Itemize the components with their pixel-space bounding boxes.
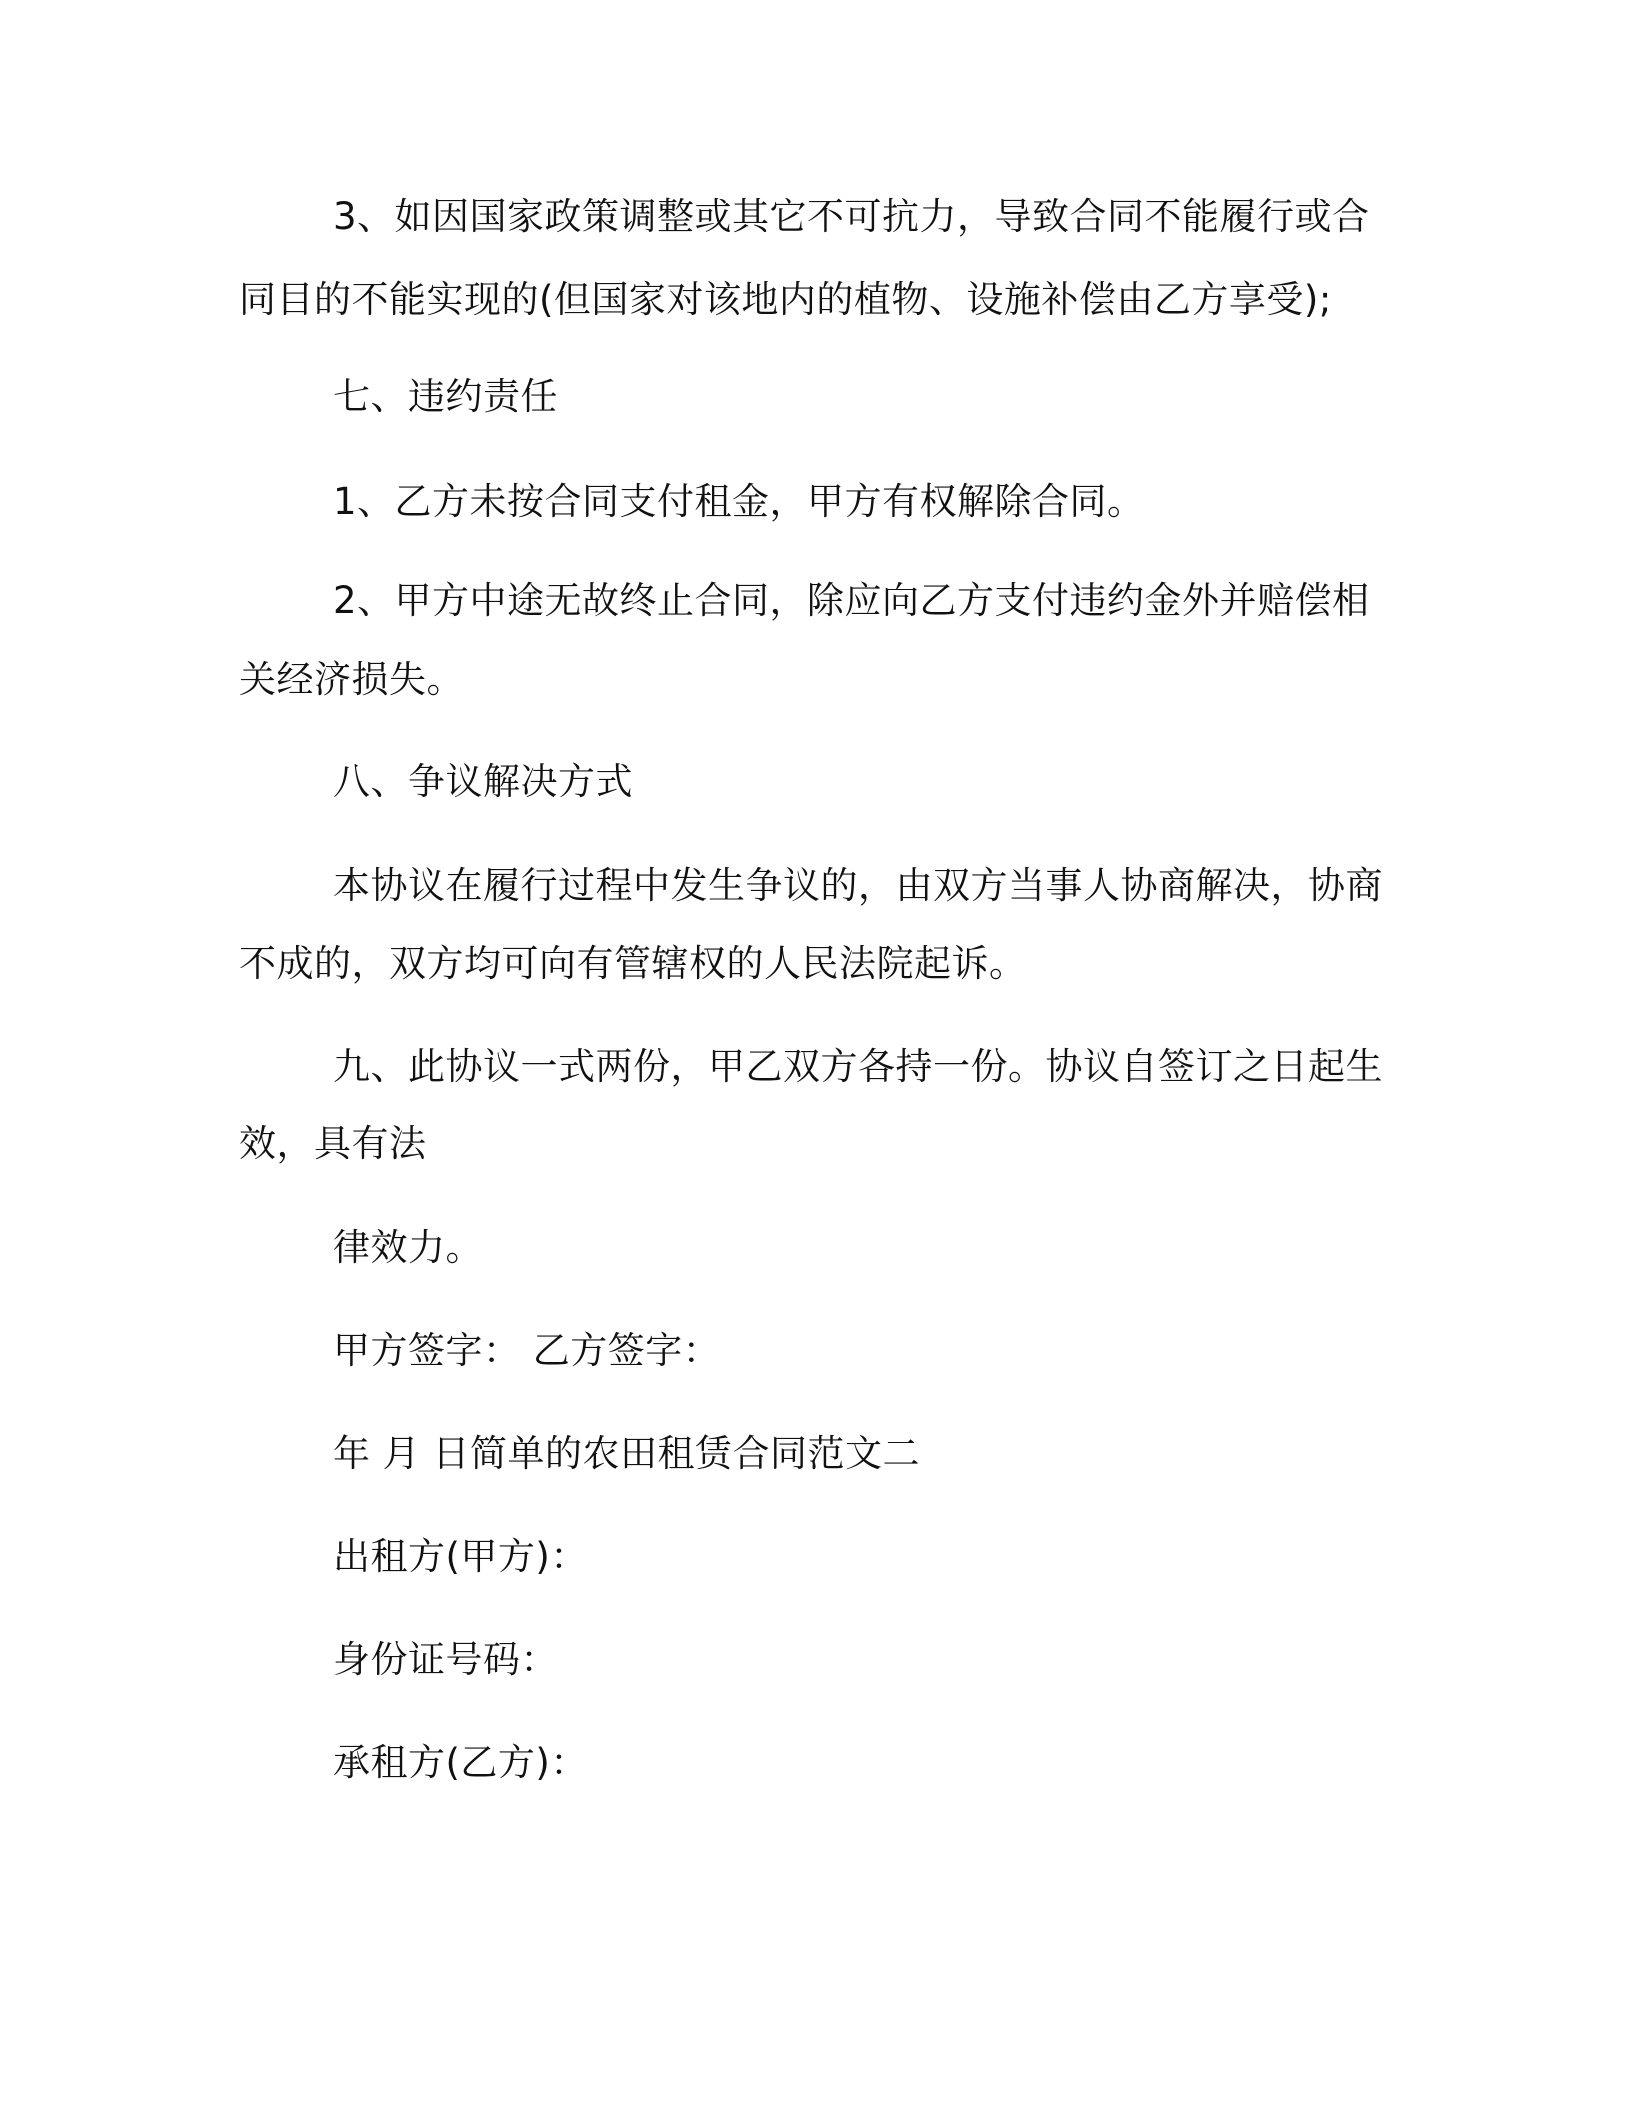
clause-6-3-line-1: 3、如因国家政策调整或其它不可抗力，导致合同不能履行或合 (333, 195, 1370, 238)
section-9-line-3: 律效力。 (333, 1226, 483, 1269)
section-8-body-line-2: 不成的，双方均可向有管辖权的人民法院起诉。 (239, 942, 1027, 985)
section-8-heading: 八、争议解决方式 (333, 760, 633, 803)
clause-7-1: 1、乙方未按合同支付租金，甲方有权解除合同。 (333, 480, 1145, 523)
section-7-heading: 七、违约责任 (333, 375, 558, 418)
id-number-field: 身份证号码： (333, 1638, 558, 1681)
section-8-body-line-1: 本协议在履行过程中发生争议的，由双方当事人协商解决，协商 (333, 864, 1383, 907)
clause-7-2-line-2: 关经济损失。 (239, 658, 464, 701)
section-9-line-1: 九、此协议一式两份，甲乙双方各持一份。协议自签订之日起生 (333, 1045, 1383, 1088)
lessor-field: 出租方(甲方)： (333, 1535, 588, 1578)
clause-6-3-line-2: 同目的不能实现的(但国家对该地内的植物、设施补偿由乙方享受); (239, 278, 1332, 321)
signature-line: 甲方签字： 乙方签字： (333, 1329, 721, 1372)
section-9-line-2: 效，具有法 (239, 1122, 427, 1165)
date-and-title-line: 年 月 日简单的农田租赁合同范文二 (333, 1432, 921, 1475)
clause-7-2-line-1: 2、甲方中途无故终止合同，除应向乙方支付违约金外并赔偿相 (333, 579, 1370, 622)
lessee-field: 承租方(乙方)： (333, 1741, 588, 1784)
